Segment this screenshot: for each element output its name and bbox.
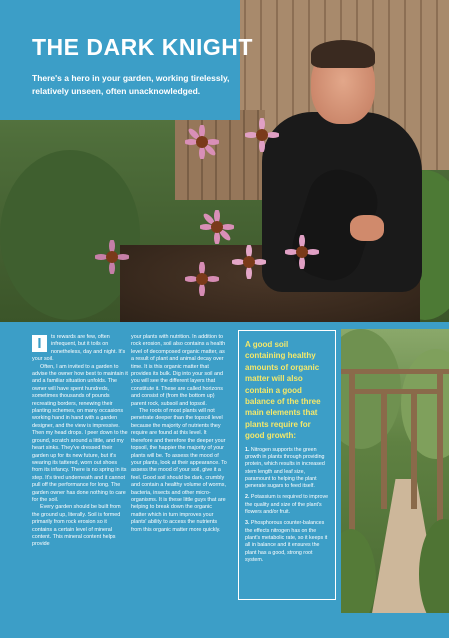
flower bbox=[185, 262, 219, 296]
foliage-left bbox=[0, 150, 140, 320]
sidebar-title: A good soil containing healthy amounts of organic matter will also contain a good balance of the three main elements that plants require for good growth: bbox=[245, 340, 321, 441]
pergola-beam bbox=[341, 369, 449, 374]
item-number: 2. bbox=[245, 494, 250, 501]
article-column-1 bbox=[32, 334, 128, 549]
article-column-2 bbox=[131, 334, 228, 534]
intro-standfirst: There's a hero in your garden, working tirelessly, relatively unseen, often unacknowledged. bbox=[32, 73, 230, 96]
paragraph: The roots of most plants will not penetrate deeper than the topsoil level because the majority of nutrients they require are found at this level. It therefore and therefore the deeper your topsoil, the happier the majority of your plants will be. To assess the mood of your plants, look at their appearance. To assess the mood of your soil, give it a feel. Good soil should be dark, crumbly and contain a healthy volume of worms, bacteria, insects and other micro-organisms. It is these little guys that are helping to break down the organic matter which in turn improves your plants' ability to access the nutrients from this organic matter more quickly. bbox=[131, 408, 227, 533]
gardener-hand-soil bbox=[350, 215, 384, 241]
page-title: THE DARK KNIGHT bbox=[32, 34, 253, 60]
item-text: Phosphorous counter-balances the effects nitrogen has on the plant's metabolic rate, so it keeps it all in balance and it ensures the plant has a good, strong root system. bbox=[245, 520, 328, 563]
flower bbox=[285, 235, 319, 269]
item-text: Nitrogen supports the green growth in plants through providing protein, which results in increased stem length and leaf size, paramount to helping the plant generate sugars to feed itself. bbox=[245, 446, 325, 490]
foliage-bottom-left bbox=[341, 529, 376, 613]
flower bbox=[245, 118, 279, 152]
paragraph: Every garden should be built from the ground up, literally. Soil is formed primarily from rock erosion so it contains a certain level of mineral content. This mineral content helps provide bbox=[32, 504, 121, 548]
item-number: 3. bbox=[245, 520, 250, 527]
paragraph: ts rewards are few, often infrequent, but it toils on nonetheless, day and night. It's your soil. bbox=[32, 334, 126, 363]
sidebar-box bbox=[238, 330, 336, 600]
sidebar-item bbox=[245, 520, 330, 564]
flower bbox=[232, 245, 266, 279]
pergola-post bbox=[381, 389, 387, 509]
paragraph: Often, I am invited to a garden to advise the owner how best to maintain it and a familiar situation unfolds. The owner will have spent hundreds, sometimes thousands of pounds recreating borders, renewing their planting schemes, on many occasions working hand in hand with a garden designer, and the view is impressive. Then my head drops. I peer down to the ground, scratch around a little, and my heart sinks. They've dressed their garden up for its new future, but it's wearing its tattered, worn out shoes from its infancy. There is no spring in its step. It's tired underneath and it cannot pull off the performance for long. The garden owner has done nothing to care for the soil. bbox=[32, 363, 128, 503]
drop-cap: I bbox=[32, 335, 47, 352]
gardener-hair bbox=[311, 40, 375, 68]
pergola-post bbox=[411, 389, 417, 509]
sidebar-item bbox=[245, 447, 330, 491]
item-text: Potassium is required to improve the quality and size of the plant's flowers and/or fruit. bbox=[245, 494, 329, 516]
paragraph: your plants with nutrition. In addition to rock erosion, soil also contains a health level of decomposed organic matter, as a result of plant and animal decay over time. It is this organic matter that provides its bulk. Dig into your soil and you will see the different layers that constitute it. These are called horizons and consist of (from the bottom up) parent rock, subsoil and topsoil. bbox=[131, 334, 226, 407]
pergola-beam bbox=[351, 389, 441, 394]
flower bbox=[95, 240, 129, 274]
flower bbox=[185, 125, 219, 159]
item-number: 1. bbox=[245, 446, 250, 453]
garden-photo bbox=[341, 329, 449, 613]
sidebar-item bbox=[245, 494, 330, 516]
flower bbox=[200, 210, 234, 244]
